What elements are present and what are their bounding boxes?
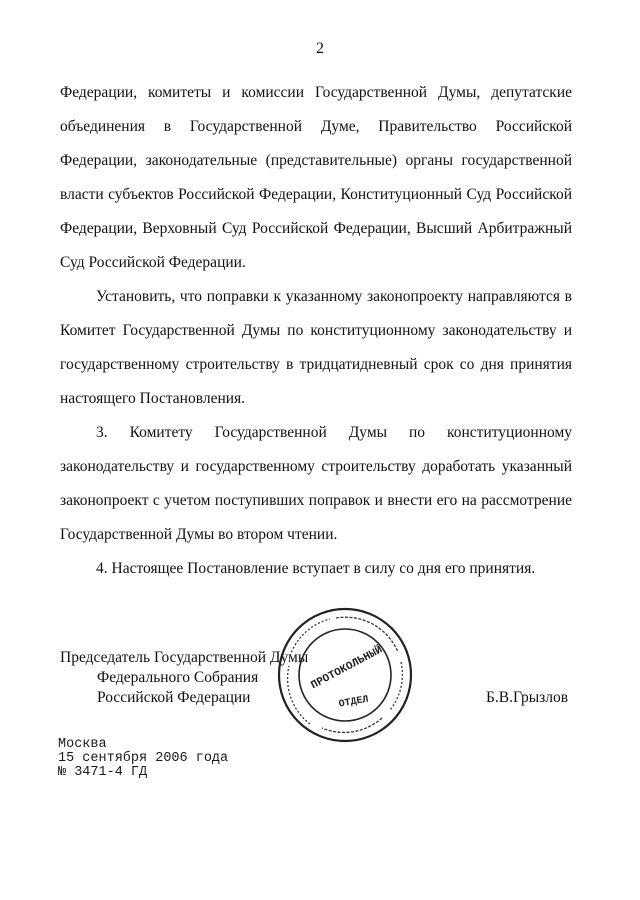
- paragraph-1-line: власти субъектов Российской Федерации, Конституционный Суд Российской: [60, 186, 572, 203]
- paragraph-2-line: Комитет Государственной Думы по конституционному законодательству и: [60, 322, 572, 339]
- paragraph-2-line: Установить, что поправки к указанному законопроекту направляются в: [96, 288, 572, 305]
- city: Москва: [58, 737, 107, 752]
- paragraph-4-line: 4. Настоящее Постановление вступает в силу со дня его принятия.: [96, 560, 536, 577]
- stamp-center-text-1: ПРОТОКОЛЬНЫЙ: [309, 644, 385, 693]
- signatory-title-line-2: Федерального Собрания: [97, 669, 259, 686]
- document-body: [60, 76, 572, 586]
- paragraph-3-line: Государственной Думы во втором чтении.: [60, 526, 338, 543]
- paragraph-1-line: объединения в Государственной Думе, Правительство Российской: [60, 118, 572, 135]
- signatory-name: Б.В.Грызлов: [486, 689, 569, 706]
- document-number: № 3471-4 ГД: [58, 765, 148, 780]
- page-number: 2: [316, 40, 324, 57]
- paragraph-3-line: законодательству и государственному строительству доработать указанный: [60, 458, 572, 475]
- paragraph-1-line: Федерации, Верховный Суд Российской Федерации, Высший Арбитражный: [60, 220, 572, 237]
- paragraph-2-line: настоящего Постановления.: [60, 390, 246, 407]
- paragraph-1-line: Федерации, законодательные (представительные) органы государственной: [60, 152, 572, 169]
- paragraph-3-line: 3. Комитету Государственной Думы по конституционному: [96, 424, 572, 441]
- paragraph-2-line: государственному строительству в тридцатидневный срок со дня принятия: [60, 356, 572, 373]
- signatory-title-line-3: Российской Федерации: [97, 689, 251, 706]
- official-stamp-seal: [270, 600, 420, 750]
- stamp-center-text-2: ОТДЕЛ: [338, 694, 370, 711]
- document-date: 15 сентября 2006 года: [58, 751, 229, 766]
- document-meta: [58, 738, 228, 780]
- paragraph-1-line: Федерации, комитеты и комиссии Государственной Думы, депутатские: [60, 84, 572, 101]
- paragraph-3-line: законопроект с учетом поступивших поправок и внести его на рассмотрение: [60, 492, 572, 509]
- signatory-title-line-1: Председатель Государственной Думы: [60, 649, 309, 666]
- paragraph-1-line: Суд Российской Федерации.: [60, 254, 246, 271]
